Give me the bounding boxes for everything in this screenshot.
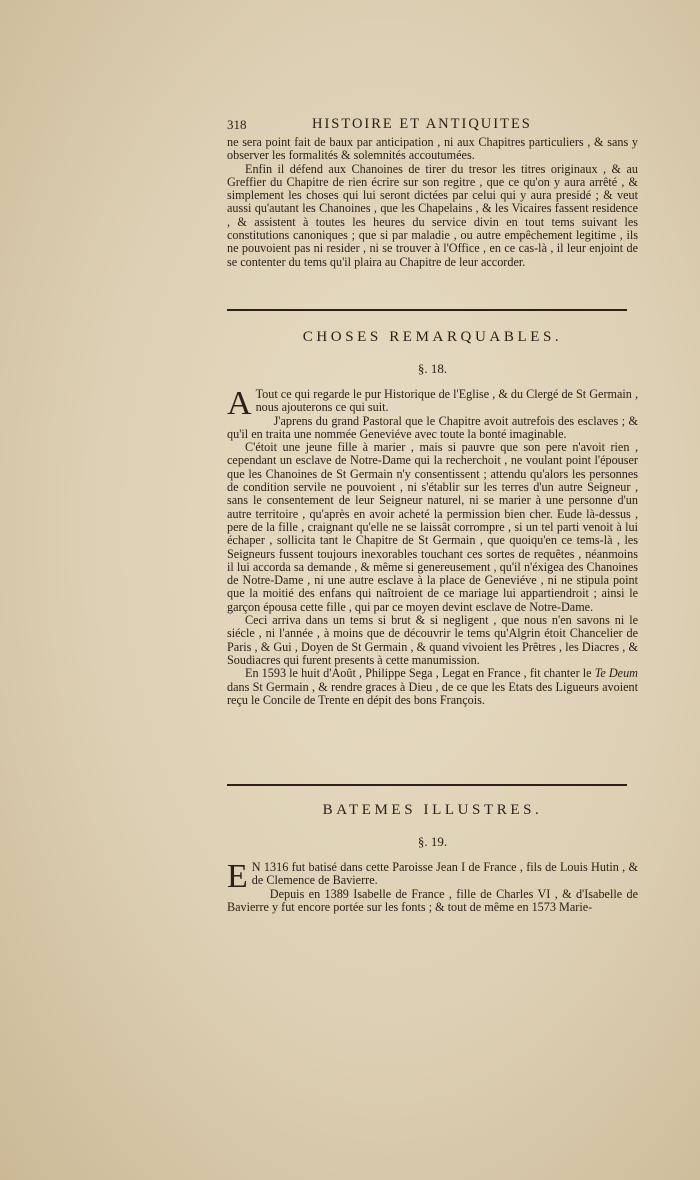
intro-paragraph: ne sera point fait de baux par anticipation , ni aux Chapitres particuliers , & sans y observer les formalités & solemnités accoutumées. [227, 135, 638, 163]
section-number: §. 18. [417, 361, 448, 376]
drop-cap: A [227, 385, 252, 422]
paragraph [227, 667, 638, 707]
section-number: §. 19. [417, 834, 448, 849]
section-title: BATEMES ILLUSTRES. [322, 802, 543, 818]
paragraph: Depuis en 1389 Isabelle de France , fille de Charles VI , & d'Isabelle de Bavierre y fut encore portée sur les fonts ; & tout de même en 1573 Marie- [227, 886, 638, 914]
section-body [227, 385, 638, 707]
running-title: HISTOIRE ET ANTIQUITES [312, 116, 532, 132]
first-paragraph-text: N 1316 fut batisé dans cette Paroisse Jean I de France , fils de Louis Hutin , & de Clemence de Bavierre. [251, 860, 638, 888]
section-body [227, 858, 638, 914]
first-paragraph-text: Tout ce qui regarde le pur Historique de l'Eglise , & du Clergé de St Germain , nous ajouterons ce qui suit. [255, 387, 638, 415]
paragraph: Ceci arriva dans un tems si brut & si negligent , que nous n'en savons ni le siécle , ni l'année , à moins que de découvrir le tems qu'Algrin étoit Chancelier de Paris , & Gui , Doyen de St Germain , & quand vivoient les Prêtres , les Diacres , & Soudiacres qui furent presents à cette manumission. [227, 613, 638, 667]
page-header [227, 117, 638, 137]
paragraph: J'aprens du grand Pastoral que le Chapitre avoit autrefois des esclaves ; & qu'il en traita une nommée Geneviéve avec toute la bonté imaginable. [227, 413, 638, 441]
paragraph: C'étoit une jeune fille à marier , mais si pauvre que son pere n'avoit rien , cependant un esclave de Notre-Dame qui la recherchoit , ne voulant point l'épouser que les Chanoines de St Germain n'y consentissent ; attendu qu'alors les personnes de condition servile ne pouvoient , ni s'établir sur les terres d'un autre Seigneur , sans le consentement de leur Seigneur naturel, ni se marier à une personne d'un autre territoire , qu'après en avoir acheté la permission bien cher. Eude là-dessus , pere de la fille , craignant qu'elle ne se laissât corrompre , si un tel parti venoit à lui échaper , sollicita tant le Chapitre de St Germain , que quoiqu'en ce tems-là , les Seigneurs fussent toujours inexorables touchant ces sortes de requêtes , néanmoins il lui accorda sa demande , & même si genereusement , qu'il n'éxigea des Chanoines de Notre-Dame , ni une autre esclave à la place de Geneviéve , ni ne stipula point que la moitié des enfans qui naîtroient de ce mariage lui appartiendroit ; ainsi le garçon épousa cette fille , qui par ce moyen devint esclave de Notre-Dame. [227, 440, 638, 614]
text-run: dans St Germain , & rendre graces à Dieu , de ce que les Etats des Ligueurs avoient reçu le Concile de Trente en dépit des bons François. [227, 679, 638, 707]
section-title: CHOSES REMARQUABLES. [302, 329, 563, 345]
drop-cap: E [227, 858, 248, 895]
italic-text: Te Deum [594, 666, 638, 681]
page-number: 318 [227, 117, 247, 132]
section-divider [227, 309, 627, 311]
intro-paragraph: Enfin il défend aux Chanoines de tirer du tresor les titres originaux , & au Greffier du Chapitre de rien écrire sur son regitre , que ce qu'on y aura arrêté , & simplement les choses qui lui seront dictées par celui qui y aura presidé ; & veut aussi qu'autant les Chanoines , que les Chapelains , & les Vicaires fassent residence , & assistent à toutes les heures du service divin en tout tems suivant les constitutions canoniques ; que si par maladie , ou autre empêchement legitime , ils ne pouvoient pas ni resider , ni se trouver à l'Office , en ce cas-là , il leur enjoint de se contenter du tems qu'il plaira au Chapitre de leur accorder. [227, 161, 638, 269]
section-divider [227, 784, 627, 786]
text-run: En 1593 le huit d'Août , Philippe Sega , Legat en France , fit chanter le [245, 666, 592, 681]
intro-text-block [227, 136, 638, 269]
first-paragraph [227, 385, 638, 422]
first-paragraph [227, 858, 638, 895]
